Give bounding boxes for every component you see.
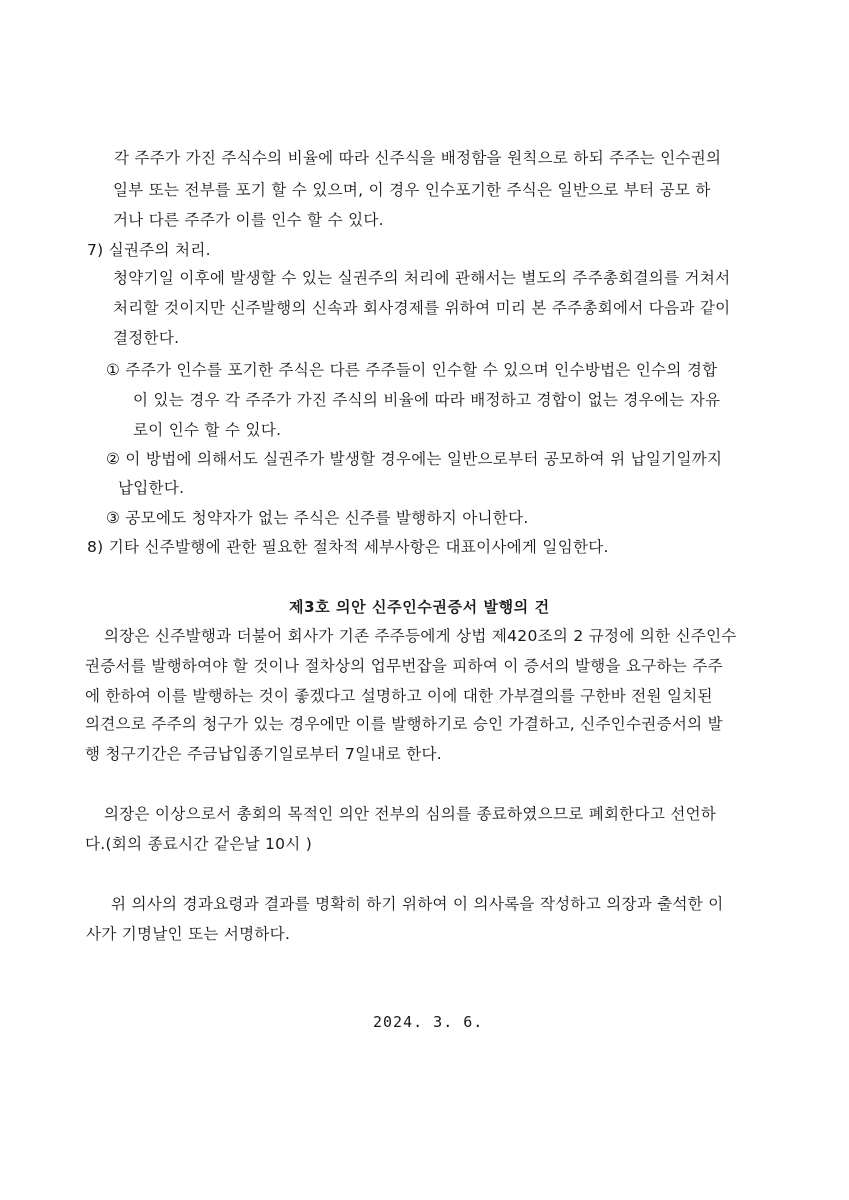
text-line: 의장은 신주발행과 더불어 회사가 기존 주주등에게 상법 제420조의 2 규정에 의한 신주인수 xyxy=(104,627,737,645)
text-line: 다.(회의 종료시간 같은날 10시 ) xyxy=(85,835,313,853)
agenda-3-title: 제3호 의안 신주인수권증서 발행의 건 xyxy=(289,598,550,616)
text-line: 에 한하여 이를 발행하는 것이 좋겠다고 설명하고 이에 대한 가부결의를 구한바 전원 일치된 xyxy=(85,687,713,705)
section-heading-8: 8) 기타 신주발행에 관한 필요한 절차적 세부사항은 대표이사에게 일임한다. xyxy=(87,538,609,556)
text-line: 의장은 이상으로서 총회의 목적인 의안 전부의 심의를 종료하였으므로 폐회한다고 선언하 xyxy=(104,805,717,823)
text-line: 일부 또는 전부를 포기 할 수 있으며, 이 경우 인수포기한 주식은 일반으로 부터 공모 하 xyxy=(113,181,711,199)
section-heading-7: 7) 실권주의 처리. xyxy=(87,241,211,259)
list-item-3: ③ 공모에도 청약자가 없는 주식은 신주를 발행하지 아니한다. xyxy=(106,509,529,527)
text-line: 위 의사의 경과요령과 결과를 명확히 하기 위하여 이 의사록을 작성하고 의장과 출석한 이 xyxy=(111,895,724,913)
text-line: 행 청구기간은 주금납입종기일로부터 7일내로 한다. xyxy=(85,745,443,763)
list-item-1: ① 주주가 인수를 포기한 주식은 다른 주주들이 인수할 수 있으며 인수방법은 인수의 경합 xyxy=(106,361,718,379)
text-line: 권증서를 발행하여야 할 것이나 절차상의 업무번잡을 피하여 이 증서의 발행을 요구하는 주주 xyxy=(85,657,723,675)
text-line: 청약기일 이후에 발생할 수 있는 실권주의 처리에 관해서는 별도의 주주총회결의를 거쳐서 xyxy=(113,269,731,287)
text-line: 각 주주가 가진 주식수의 비율에 따라 신주식을 배정함을 원칙으로 하되 주주는 인수권의 xyxy=(114,149,722,167)
text-line: 결정한다. xyxy=(113,329,180,347)
list-item-2: ② 이 방법에 의해서도 실권주가 발생할 경우에는 일반으로부터 공모하여 위 납일기일까지 xyxy=(106,450,723,468)
text-line: 납입한다. xyxy=(118,479,185,497)
text-line: 사가 기명날인 또는 서명하다. xyxy=(86,925,291,943)
text-line: 이 있는 경우 각 주주가 가진 주식의 비율에 따라 배정하고 경합이 없는 경우에는 자유 xyxy=(133,391,721,409)
text-line: 로이 인수 할 수 있다. xyxy=(133,421,282,439)
text-line: 처리할 것이지만 신주발행의 신속과 회사경제를 위하여 미리 본 주주총회에서 다음과 같이 xyxy=(113,299,731,317)
text-line: 의견으로 주주의 청구가 있는 경우에만 이를 발행하기로 승인 가결하고, 신주인수권증서의 발 xyxy=(85,715,723,733)
text-line: 거나 다른 주주가 이를 인수 할 수 있다. xyxy=(113,211,384,229)
document-date: 2024. 3. 6. xyxy=(373,1013,484,1031)
